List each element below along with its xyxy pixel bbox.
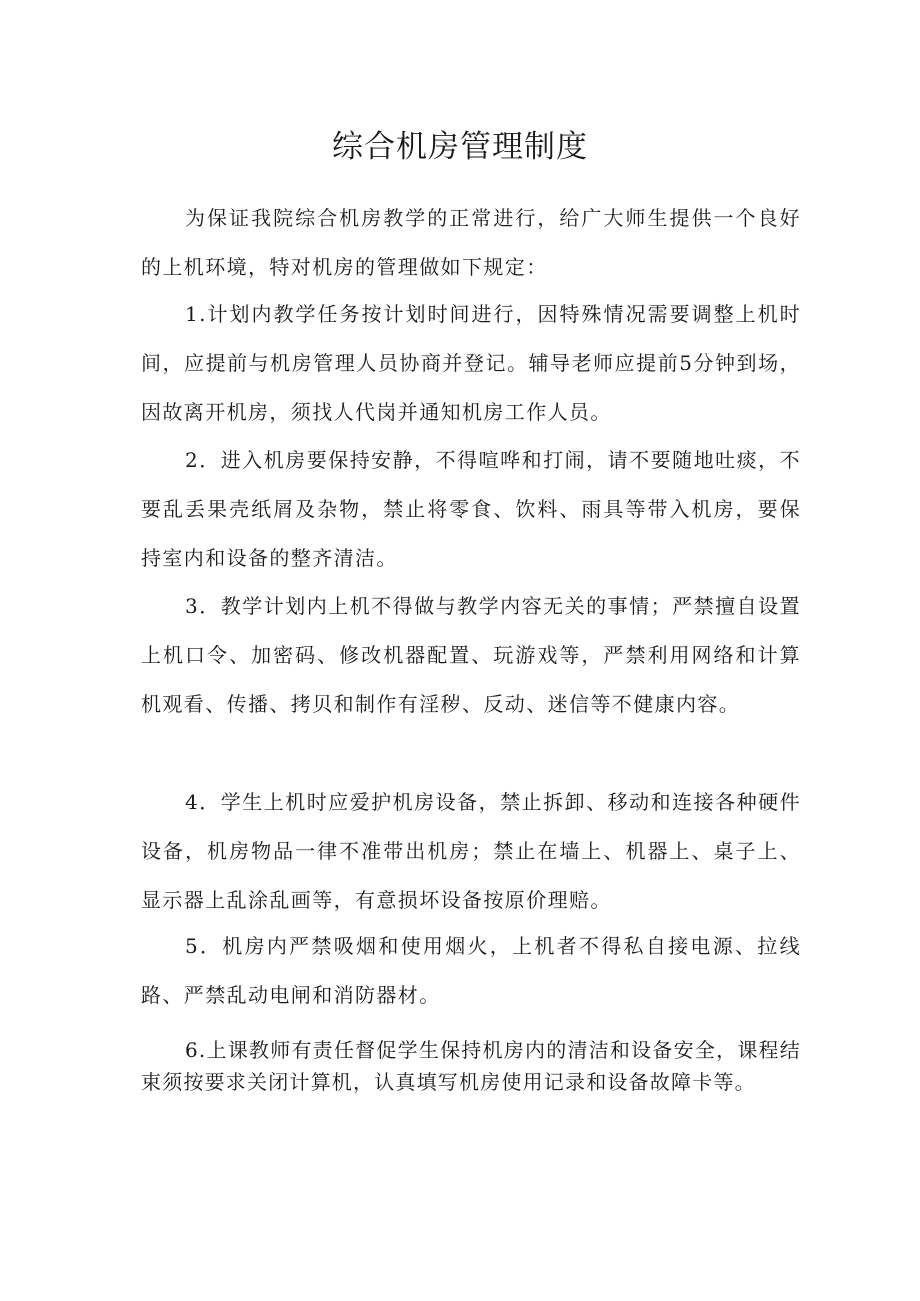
rule-1-paragraph: 1.计划内教学任务按计划时间进行，因特殊情况需要调整上机时间，应提前与机房管理人员协商并登记。辅导老师应提前5分钟到场，因故离开机房，须找人代岗并通知机房工作人员。	[141, 302, 801, 424]
rule-5-paragraph: 5．机房内严禁吸烟和使用烟火，上机者不得私自接电源、拉线路、严禁乱动电闸和消防器材。	[141, 934, 801, 1007]
document-title: 综合机房管理制度	[332, 129, 588, 165]
rule-6-paragraph: 6.上课教师有责任督促学生保持机房内的清洁和设备安全，课程结束须按要求关闭计算机，认真填写机房使用记录和设备故障卡等。	[141, 1038, 801, 1094]
rule-3-paragraph: 3．教学计划内上机不得做与教学内容无关的事情；严禁擅自设置上机口令、加密码、修改机器配置、玩游戏等，严禁利用网络和计算机观看、传播、拷贝和制作有淫秽、反动、迷信等不健康内容。	[141, 594, 801, 716]
intro-paragraph: 为保证我院综合机房教学的正常进行，给广大师生提供一个良好的上机环境，特对机房的管理做如下规定：	[141, 206, 801, 279]
rule-2-paragraph: 2．进入机房要保持安静，不得喧哗和打闹，请不要随地吐痰，不要乱丢果壳纸屑及杂物，禁止将零食、饮料、雨具等带入机房，要保持室内和设备的整齐清洁。	[141, 448, 801, 570]
rule-4-paragraph: 4．学生上机时应爱护机房设备，禁止拆卸、移动和连接各种硬件设备，机房物品一律不准带出机房；禁止在墙上、机器上、桌子上、显示器上乱涂乱画等，有意损坏设备按原价理赔。	[141, 790, 801, 912]
